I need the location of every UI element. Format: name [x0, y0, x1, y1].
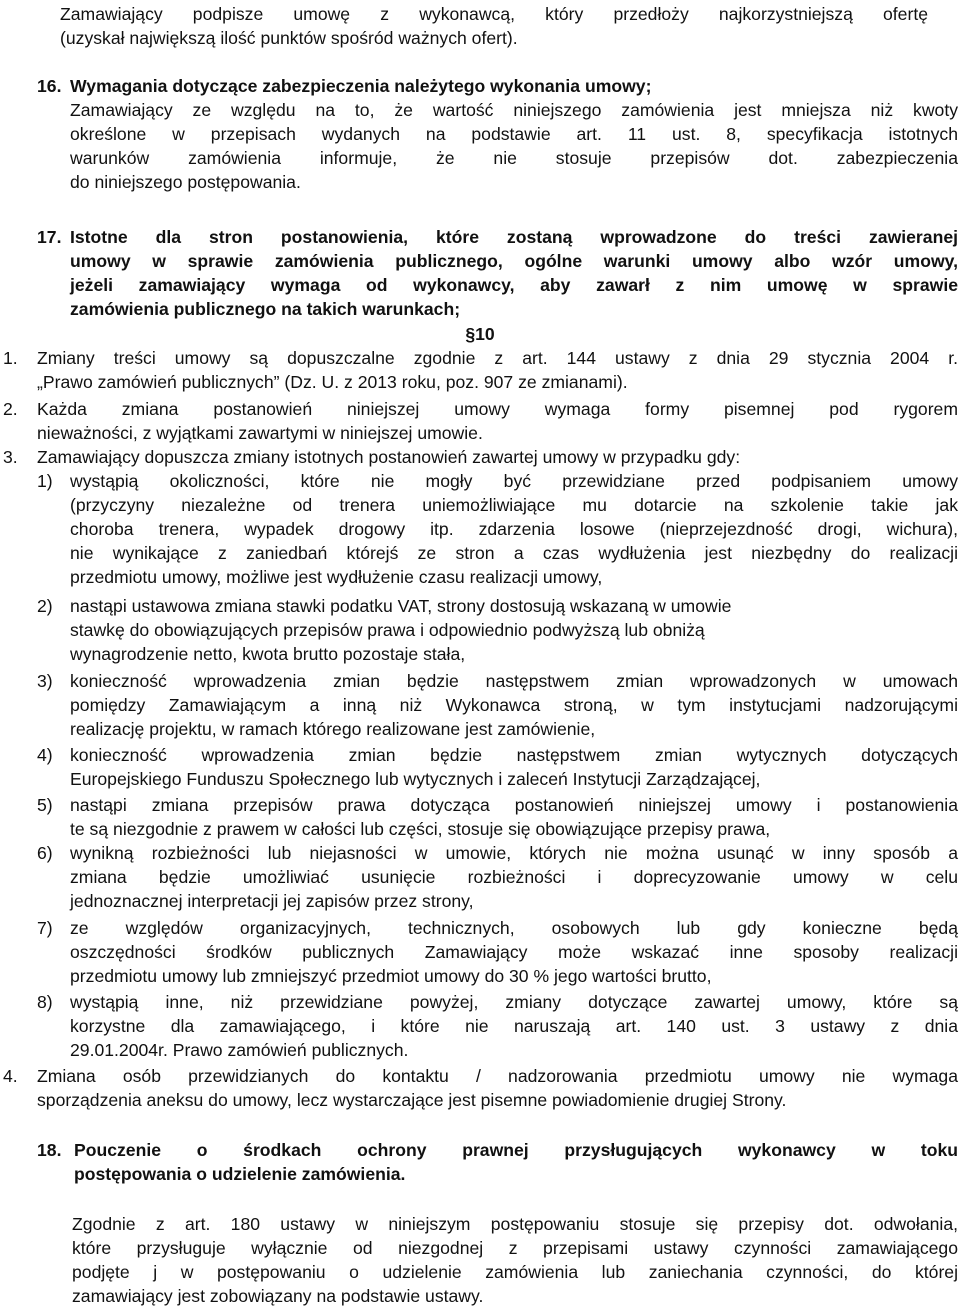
- point-4-line: Zmiana osób przewidzianych do kontaktu / nadzorowania przedmiotu umowy nie wymaga: [37, 1066, 958, 1086]
- final-line: które przysługuje wyłącznie od niezgodnej z przepisami ustawy czynności zamawiającego: [72, 1238, 958, 1258]
- intro-paragraph: [60, 2, 928, 50]
- section-16-heading: Wymagania dotyczące zabezpieczenia należytego wykonania umowy;: [70, 76, 652, 96]
- subitem-line: przedmiotu umowy lub zmniejszyć przedmiot umowy do 30 % jego wartości brutto,: [70, 966, 712, 986]
- section-16-line: Zamawiający ze względu na to, że wartość niniejszego zamówienia jest mniejsza niż kwoty: [70, 100, 958, 120]
- point-1-line: Zmiany treści umowy są dopuszczalne zgodnie z art. 144 ustawy z dnia 29 stycznia 2004 r.: [37, 348, 958, 368]
- subitem-4-number: 4): [37, 745, 53, 765]
- intro-line: (uzyskał największą ilość punktów spośród ważnych ofert).: [60, 28, 518, 48]
- paragraph-symbol: §: [465, 324, 476, 344]
- section-17-line: jeżeli zamawiający wymaga od wykonawcy, aby zawarł z nim umowę w sprawie: [70, 275, 958, 295]
- subitem-line: choroba trenera, wypadek drogowy itp. zdarzenia losowe (nieprzejezdność drogi, wichura),: [70, 519, 958, 539]
- section-18-number: 18.: [37, 1140, 62, 1160]
- subitem-line: zmiana będzie umożliwiać usunięcie rozbieżności i doprecyzowanie umowy w celu: [70, 867, 958, 887]
- subitem-line: korzystne dla zamawiającego, i które nie naruszają art. 140 ust. 3 ustawy z dnia: [70, 1016, 958, 1036]
- subitem-line: nie wynikające z zaniedbań którejś ze stron a czas wydłużenia jest niezbędny do realizacji: [70, 543, 958, 563]
- intro-line: Zamawiający podpisze umowę z wykonawcą, który przedłoży najkorzystniejszą ofertę: [60, 4, 928, 24]
- point-4-number: 4.: [3, 1066, 18, 1086]
- point-1: [37, 346, 958, 394]
- subitem-line: przedmiotu umowy, możliwe jest wydłużenie czasu realizacji umowy,: [70, 567, 603, 587]
- paragraph-number: 10: [475, 324, 495, 344]
- section-18-line: Pouczenie o środkach ochrony prawnej przysługujących wykonawcy w toku: [74, 1140, 958, 1160]
- point-3: [37, 445, 958, 469]
- subitem-line: wynikną rozbieżności lub niejasności w umowie, których nie można usunąć w inny sposób a: [70, 843, 958, 863]
- final-paragraph: [72, 1212, 958, 1308]
- subitem-2: [70, 594, 958, 666]
- subitem-8: [70, 990, 958, 1062]
- section-16-line: określone w przepisach wydanych na podstawie art. 11 ust. 8, specyfikacja istotnych: [70, 124, 958, 144]
- point-3-line: Zamawiający dopuszcza zmiany istotnych postanowień zawartej umowy w przypadku gdy:: [37, 447, 741, 467]
- section-17-line: umowy w sprawie zamówienia publicznego, ogólne warunki umowy albo wzór umowy,: [70, 251, 958, 271]
- subitem-line: jednoznacznej interpretacji jej zapisów przez strony,: [70, 891, 474, 911]
- final-line: podjęte j w postępowaniu o udzielenie zamówienia lub zaniechania czynności, do której: [72, 1262, 958, 1282]
- subitem-2-number: 2): [37, 596, 53, 616]
- subitem-8-number: 8): [37, 992, 53, 1012]
- subitem-7-number: 7): [37, 918, 53, 938]
- subitem-5: [70, 793, 958, 841]
- subitem-line: nastąpi ustawowa zmiana stawki podatku VAT, strony dostosują wskazaną w umowie: [70, 596, 732, 616]
- subitem-line: konieczność wprowadzenia zmian będzie następstwem zmian wprowadzonych w umowach: [70, 671, 958, 691]
- point-1-number: 1.: [3, 348, 18, 368]
- section-16-line: do niniejszego postępowania.: [70, 172, 301, 192]
- subitem-line: stawkę do obowiązujących przepisów prawa i odpowiednio podwyższą lub obniżą: [70, 620, 705, 640]
- subitem-7: [70, 916, 958, 988]
- point-2-number: 2.: [3, 399, 18, 419]
- subitem-line: wynagrodzenie netto, kwota brutto pozostaje stała,: [70, 644, 466, 664]
- subitem-line: te są niezgodnie z prawem w całości lub części, stosuje się obowiązujące przepisy prawa,: [70, 819, 771, 839]
- section-18-line: postępowania o udzielenie zamówienia.: [74, 1164, 406, 1184]
- subitem-line: oszczędności środków publicznych Zamawiający może wskazać inne sposoby realizacji: [70, 942, 958, 962]
- subitem-line: wystąpią inne, niż przewidziane powyżej, zmiany dotyczące zawartej umowy, które są: [70, 992, 958, 1012]
- subitem-line: nastąpi zmiana przepisów prawa dotycząca postanowień niniejszej umowy i postanowienia: [70, 795, 958, 815]
- paragraph-sign: [0, 322, 960, 346]
- subitem-line: ze względów organizacyjnych, technicznych, osobowych lub gdy konieczne będą: [70, 918, 958, 938]
- section-17: [70, 225, 958, 321]
- subitem-6: [70, 841, 958, 913]
- subitem-3-number: 3): [37, 671, 53, 691]
- point-2-line: Każda zmiana postanowień niniejszej umowy wymaga formy pisemnej pod rygorem: [37, 399, 958, 419]
- section-16-line: warunków zamówienia informuje, że nie stosuje przepisów dot. zabezpieczenia: [70, 148, 958, 168]
- subitem-line: pomiędzy Zamawiającym a inną niż Wykonawca stroną, w tym instytucjami nadzorującymi: [70, 695, 958, 715]
- final-line: Zgodnie z art. 180 ustawy w niniejszym postępowaniu stosuje się przepisy dot. odwołania,: [72, 1214, 958, 1234]
- subitem-line: konieczność wprowadzenia zmian będzie następstwem zmian wytycznych dotyczących: [70, 745, 958, 765]
- section-16: [70, 74, 958, 194]
- section-17-number: 17.: [37, 227, 62, 247]
- subitem-1-number: 1): [37, 471, 53, 491]
- final-line: zamawiający jest zobowiązany na podstawie ustawy.: [72, 1286, 484, 1306]
- section-18: [74, 1138, 958, 1186]
- subitem-line: wystąpią okoliczności, które nie mogły być przewidziane przed podpisaniem umowy: [70, 471, 958, 491]
- point-3-number: 3.: [3, 447, 18, 467]
- subitem-line: realizację projektu, w ramach którego realizowane jest zamówienie,: [70, 719, 596, 739]
- subitem-1: [70, 469, 958, 589]
- subitem-6-number: 6): [37, 843, 53, 863]
- subitem-line: Europejskiego Funduszu Społecznego lub wytycznych i zaleceń Instytucji Zarządzającej,: [70, 769, 761, 789]
- subitem-4: [70, 743, 958, 791]
- subitem-line: 29.01.2004r. Prawo zamówień publicznych.: [70, 1040, 409, 1060]
- point-1-line: „Prawo zamówień publicznych” (Dz. U. z 2013 roku, poz. 907 ze zmianami).: [37, 372, 628, 392]
- subitem-line: (przyczyny niezależne od trenera uniemożliwiające mu dotarcie na szkolenie takie jak: [70, 495, 958, 515]
- point-2-line: nieważności, z wyjątkami zawartymi w niniejszej umowie.: [37, 423, 483, 443]
- point-4-line: sporządzenia aneksu do umowy, lecz wystarczające jest pisemne powiadomienie drugiej Strony.: [37, 1090, 787, 1110]
- section-16-number: 16.: [37, 76, 62, 96]
- subitem-3: [70, 669, 958, 741]
- point-2: [37, 397, 958, 445]
- subitem-5-number: 5): [37, 795, 53, 815]
- section-17-line: Istotne dla stron postanowienia, które zostaną wprowadzone do treści zawieranej: [70, 227, 958, 247]
- section-17-line: zamówienia publicznego na takich warunkach;: [70, 299, 461, 319]
- point-4: [37, 1064, 958, 1112]
